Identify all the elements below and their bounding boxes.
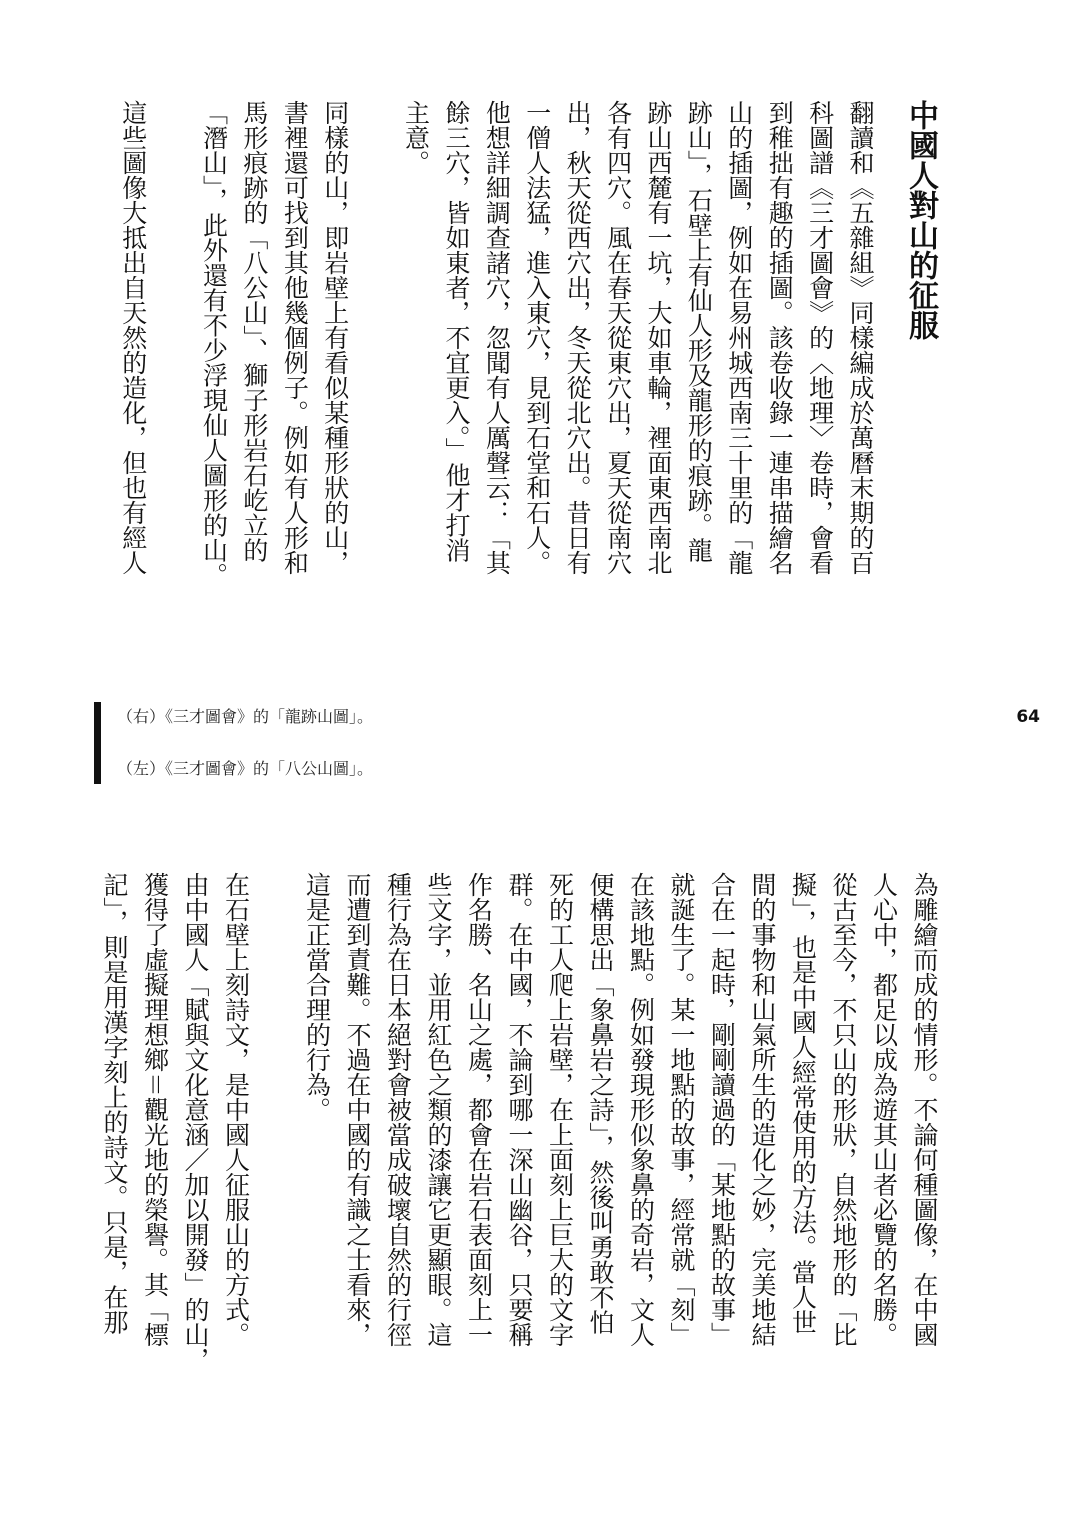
caption-right-figure: （右）《三才圖會》的「龍跡山圖」。 bbox=[117, 707, 374, 726]
caption-left-figure: （左）《三才圖會》的「八公山圖」。 bbox=[117, 759, 374, 778]
page-number: 64 bbox=[1016, 707, 1040, 727]
body-text-lower: 為雕繪而成的情形。不論何種圖像，在中國 人心中，都足以成為遊其山者必覽的名勝。 從古至今，不只山的形狀，自然地形的「比 擬」，也是中國人經常使用的方法。當人世 間的事物和山氣所生的造化之妙，完美地結 合在一起時，剛剛讀過的「某地點的故事」 就誕生了。某一地點的故事，經常就「刻」 在該地點。例如發現形似象鼻的奇岩，文人 便構思出「象鼻岩之詩」，然後叫勇敢不怕 死的工人爬上岩壁，在上面刻上巨大的文字 群。在中國，不論到哪一深山幽谷，只要稱 作名勝、名山之處，都會在岩石表面刻上一 些文字，並用紅色之類的漆讓它更顯眼。這 種行為在日本絕對會被當成破壞自然的行徑 而遭到責難。不過在中國的有識之士看來， 這是正當合理的行為。 在石壁上刻詩文，是中國人征服山的方式。 由中國人「賦與文化意涵／加以開發」的山， 獲得了虛擬理想鄉＝觀光地的榮譽。其「標 記」，則是用漢字刻上的詩文。只是，在那 bbox=[100, 872, 939, 1372]
body-text-upper: 翻讀和《五雜組》同樣編成於萬曆末期的百 科圖譜《三才圖會》的〈地理〉卷時，會看 到稚拙有趣的插圖。該卷收錄一連串描繪名 山的插圖，例如在易州城西南三十里的「龍 跡山」，石壁上有仙人形及龍形的痕跡。龍 跡山西麓有一坑，大如車輪，裡面東西南北 各有四穴。風在春天從東穴出，夏天從南穴 出，秋天從西穴出，冬天從北穴出。昔日有 一僧人法猛，進入東穴，見到石堂和石人。 他想詳細調查諸穴，忽聞有人厲聲云：「其 餘三穴，皆如東者，不宜更入。」他才打消 主意。 同樣的山，即岩壁上有看似某種形狀的山， 書裡還可找到其他幾個例子。例如有人形和 馬形痕跡的「八公山」、獅子形岩石屹立的 「潛山」，此外還有不少浮現仙人圖形的山。 這些圖像大抵出自天然的造化，但也有經人 bbox=[118, 100, 875, 588]
figure-captions bbox=[94, 702, 373, 784]
section-title: 中國人對山的征服 bbox=[903, 100, 938, 340]
